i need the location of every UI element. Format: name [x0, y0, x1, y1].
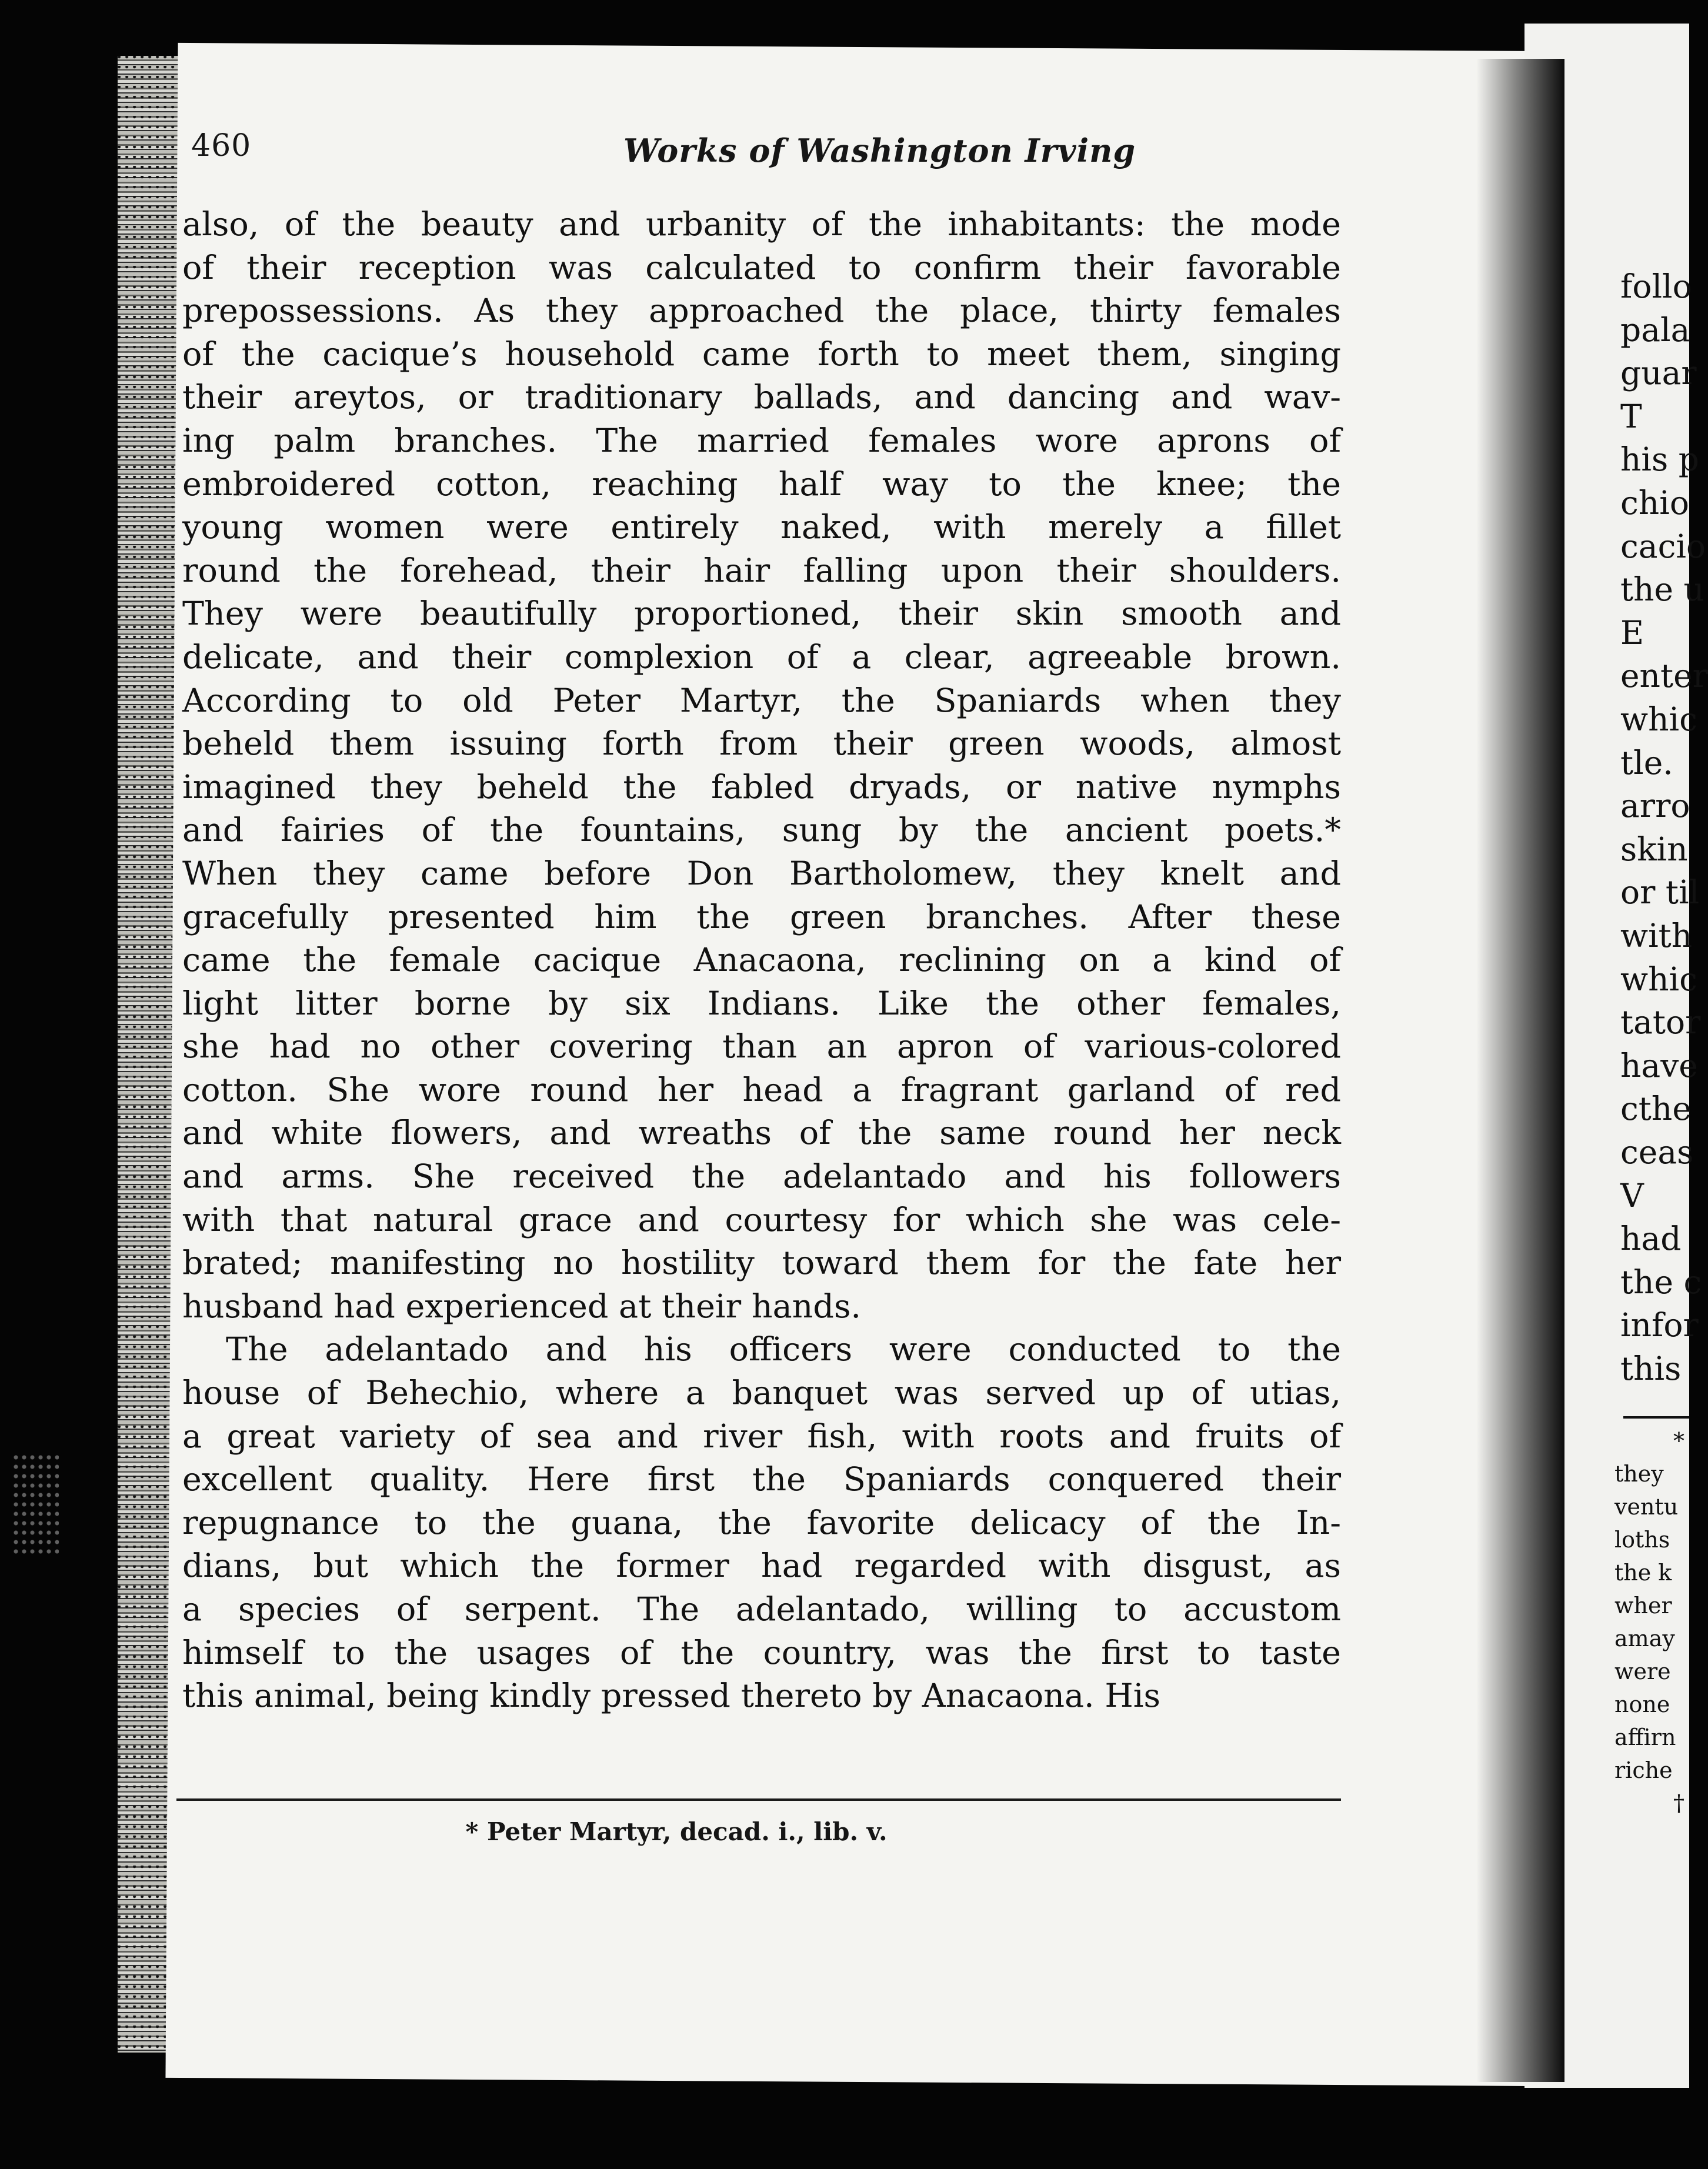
adjacent-text-line: with — [1620, 917, 1693, 955]
adjacent-text-line: guar — [1620, 354, 1697, 392]
text-line: came the female cacique Anacaona, reclining on a kind of — [182, 941, 1341, 980]
running-title: Works of Washington Irving — [623, 132, 1136, 169]
text-line: husband had experienced at their hands. — [182, 1287, 862, 1326]
text-line: delicate, and their complexion of a clear, agreeable brown. — [182, 638, 1341, 676]
text-line: himself to the usages of the country, was the first to taste — [182, 1633, 1341, 1672]
binding-gutter — [1476, 59, 1564, 2082]
text-line: and fairies of the fountains, sung by the ancient poets.* — [182, 811, 1341, 850]
adjacent-footnote-line: wher — [1614, 1593, 1672, 1619]
body-text — [182, 203, 1341, 1718]
footnote-rule — [176, 1798, 1341, 1801]
text-line: According to old Peter Martyr, the Spaniards when they — [182, 681, 1341, 720]
adjacent-text-line: had — [1620, 1220, 1682, 1258]
adjacent-footnote-line: they — [1614, 1461, 1664, 1487]
text-line: and arms. She received the adelantado and his followers — [182, 1157, 1341, 1196]
text-line: The adelantado and his officers were conducted to the — [226, 1330, 1341, 1369]
adjacent-text-line: cacio — [1620, 527, 1706, 565]
adjacent-text-line: enter — [1620, 657, 1708, 695]
adjacent-footnote-line: amay — [1614, 1626, 1675, 1651]
text-line: she had no other covering than an apron of various-colored — [182, 1027, 1341, 1066]
adjacent-text-line: whic — [1620, 960, 1697, 998]
adjacent-text-line: V — [1620, 1176, 1644, 1214]
text-line: gracefully presented him the green branches. After these — [182, 897, 1341, 936]
text-line: repugnance to the guana, the favorite delicacy of the In- — [182, 1503, 1341, 1542]
adjacent-footnote-rule — [1623, 1416, 1689, 1419]
text-line: with that natural grace and courtesy for which she was cele- — [182, 1200, 1341, 1239]
adjacent-text-line: arro — [1620, 787, 1690, 825]
text-line: round the forehead, their hair falling upon their shoulders. — [182, 551, 1341, 590]
text-line: prepossessions. As they approached the place, thirty females — [182, 292, 1341, 331]
adjacent-text-line: pala — [1620, 311, 1690, 349]
text-line: young women were entirely naked, with merely a fillet — [182, 508, 1341, 547]
adjacent-text-line: skin — [1620, 830, 1688, 868]
adjacent-footnote-line: were — [1614, 1659, 1671, 1684]
text-line: of their reception was calculated to confirm their favorable — [182, 248, 1341, 287]
adjacent-text-line: whic — [1620, 700, 1697, 738]
adjacent-footnote-line: ventu — [1614, 1494, 1679, 1520]
scan-artifact — [12, 1453, 59, 1559]
adjacent-text-line: cthe — [1620, 1090, 1692, 1128]
text-line: this animal, being kindly pressed thereto by Anacaona. His — [182, 1677, 1160, 1716]
text-line: of the cacique’s household came forth to meet them, singing — [182, 335, 1341, 373]
text-line: and white flowers, and wreaths of the same round her neck — [182, 1114, 1341, 1153]
text-line: embroidered cotton, reaching half way to the knee; the — [182, 465, 1341, 503]
text-line: excellent quality. Here first the Spaniards conquered their — [182, 1460, 1341, 1499]
adjacent-text-line: T — [1620, 397, 1642, 435]
text-line: brated; manifesting no hostility toward them for the fate her — [182, 1244, 1341, 1283]
text-line: a great variety of sea and river fish, with roots and fruits of — [182, 1417, 1341, 1456]
adjacent-text-line: chio — [1620, 484, 1689, 522]
adjacent-footnote-line: loths — [1614, 1527, 1670, 1553]
adjacent-footnote-line: riche — [1614, 1757, 1673, 1783]
adjacent-footnote-line: * — [1673, 1428, 1684, 1454]
adjacent-text-line: the u — [1620, 570, 1704, 609]
adjacent-text-line: this — [1620, 1350, 1682, 1387]
text-line: ing palm branches. The married females wore aprons of — [182, 421, 1341, 460]
adjacent-text-line: his p — [1620, 441, 1699, 479]
paragraph — [182, 1328, 1341, 1717]
text-line: imagined they beheld the fabled dryads, or native nymphs — [182, 768, 1341, 806]
footnote: * Peter Martyr, decad. i., lib. v. — [465, 1817, 888, 1846]
text-line: cotton. She wore round her head a fragrant garland of red — [182, 1070, 1341, 1109]
adjacent-footnote-line: the k — [1614, 1560, 1672, 1586]
text-line: They were beautifully proportioned, their skin smooth and — [182, 595, 1341, 633]
adjacent-text-line: tator — [1620, 1003, 1701, 1042]
adjacent-text-line: E — [1620, 613, 1644, 652]
adjacent-footnote-line: none — [1614, 1691, 1670, 1717]
adjacent-text-line: the c — [1620, 1263, 1702, 1301]
text-line: house of Behechio, where a banquet was served up of utias, — [182, 1374, 1341, 1413]
adjacent-text-line: follo — [1620, 268, 1692, 305]
text-line: also, of the beauty and urbanity of the inhabitants: the mode — [182, 205, 1341, 243]
adjacent-text-line: ceas — [1620, 1133, 1694, 1171]
adjacent-footnote-line: affirn — [1614, 1724, 1676, 1750]
adjacent-footnote-line: † — [1673, 1790, 1684, 1816]
adjacent-text-line: infor — [1620, 1306, 1699, 1344]
text-line: light litter borne by six Indians. Like the other females, — [182, 984, 1341, 1023]
paragraph — [182, 203, 1341, 1328]
text-line: their areytos, or traditionary ballads, and dancing and wav- — [182, 378, 1341, 417]
text-line: beheld them issuing forth from their green woods, almost — [182, 725, 1341, 763]
adjacent-text-line: tle. — [1620, 743, 1673, 782]
page-number: 460 — [191, 128, 252, 163]
text-line: dians, but which the former had regarded with disgust, as — [182, 1547, 1341, 1586]
adjacent-text-line: or til — [1620, 873, 1700, 912]
text-line: When they came before Don Bartholomew, they knelt and — [182, 854, 1341, 893]
adjacent-text-line: have — [1620, 1046, 1698, 1084]
text-line: a species of serpent. The adelantado, willing to accustom — [182, 1590, 1341, 1629]
